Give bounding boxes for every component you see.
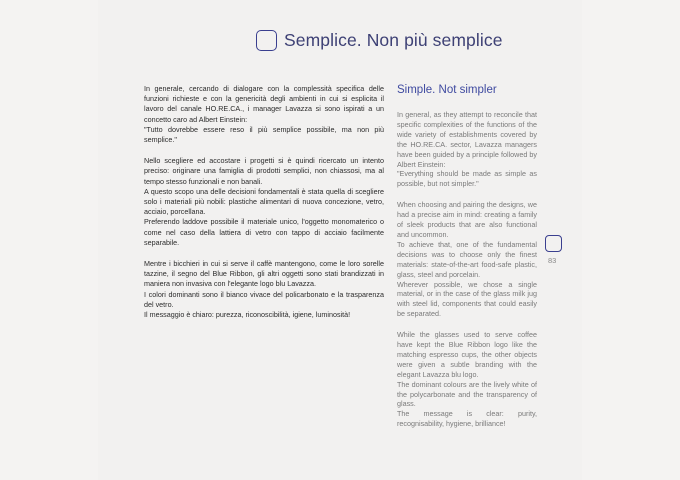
english-text: While the glasses used to serve coffee have kept the Blue Ribbon logo like the matching espresso cups, the other objects were given a subtle branding with the elegant Lavazza blu logo. <box>397 330 537 379</box>
english-paragraph-1 <box>397 110 537 189</box>
page-title: Semplice. Non più semplice <box>284 30 503 50</box>
italian-paragraph-1 <box>144 84 384 145</box>
title-row <box>256 30 503 51</box>
rounded-square-icon <box>256 30 277 51</box>
english-quote: "Everything should be made as simple as possible, but not simpler." <box>397 169 537 189</box>
italian-text: Il messaggio è chiaro: purezza, riconoscibilità, igiene, luminosità! <box>144 310 351 320</box>
english-text: Wherever possible, we chose a single material, or in the case of the glass milk jug with steel lid, components that could easily be separated. <box>397 279 537 319</box>
rounded-square-icon <box>545 235 562 252</box>
italian-quote: "Tutto dovrebbe essere reso il più semplice possibile, ma non più semplice." <box>144 124 384 145</box>
page-number: 83 <box>548 256 557 265</box>
italian-text: I colori dominanti sono il bianco vivace del policarbonato e la trasparenza del vetro. <box>144 289 384 309</box>
italian-paragraph-2 <box>144 156 384 248</box>
italian-text: Preferendo laddove possibile il materiale unico, l'oggetto monomaterico o come nel caso della lattiera di vetro con tappo di acciaio facilmente separabile. <box>144 217 384 247</box>
english-text: To achieve that, one of the fundamental decisions was to choose only the finest materials: state-of-the-art food-safe plastic, glass, steel and porcelain. <box>397 239 537 279</box>
english-text: When choosing and pairing the designs, we had a precise aim in mind: creating a family of sleek products that are also functional and uncommon. <box>397 200 537 239</box>
english-paragraph-3 <box>397 330 537 429</box>
italian-text: Mentre i bicchieri in cui si serve il caffè mantengono, come le loro sorelle tazzine, il segno del Blue Ribbon, gli altri oggetti sono stati brandizzati in maniera non invasiva con l'elegante logo blu Lavazza. <box>144 259 384 289</box>
english-text: The message is clear: purity, recognisability, hygiene, brilliance! <box>397 409 537 429</box>
italian-paragraph-3 <box>144 259 384 320</box>
italian-column <box>144 84 384 331</box>
english-column <box>397 110 537 440</box>
italian-text: Nello scegliere ed accostare i progetti si è quindi ricercato un intento preciso: originare una famiglia di prodotti semplici, non chiassosi, ma al tempo stesso funzionali e non banali. <box>144 156 384 186</box>
english-text: The dominant colours are the lively white of the polycarbonate and the transparency of glass. <box>397 379 537 409</box>
italian-text: In generale, cercando di dialogare con la complessità specifica delle funzioni richieste e con la genericità degli ambienti in cui si esplicita il lavoro del canale HO.RE.CA., i manager Lavazza si sono ispirati a un concetto caro ad Albert Einstein: <box>144 84 384 124</box>
english-paragraph-2 <box>397 200 537 319</box>
english-title: Simple. Not simpler <box>397 84 497 96</box>
italian-text: A questo scopo una delle decisioni fondamentali è stata quella di scegliere solo i materiali più nobili: plastiche alimentari di nuova concezione, vetro, acciaio, porcellana. <box>144 186 384 217</box>
english-text: In general, as they attempt to reconcile that specific complexities of the functions of the wide variety of establishments covered by the HO.RE.CA. sector, Lavazza managers have been guided by a principle followed by Albert Einstein: <box>397 110 537 169</box>
